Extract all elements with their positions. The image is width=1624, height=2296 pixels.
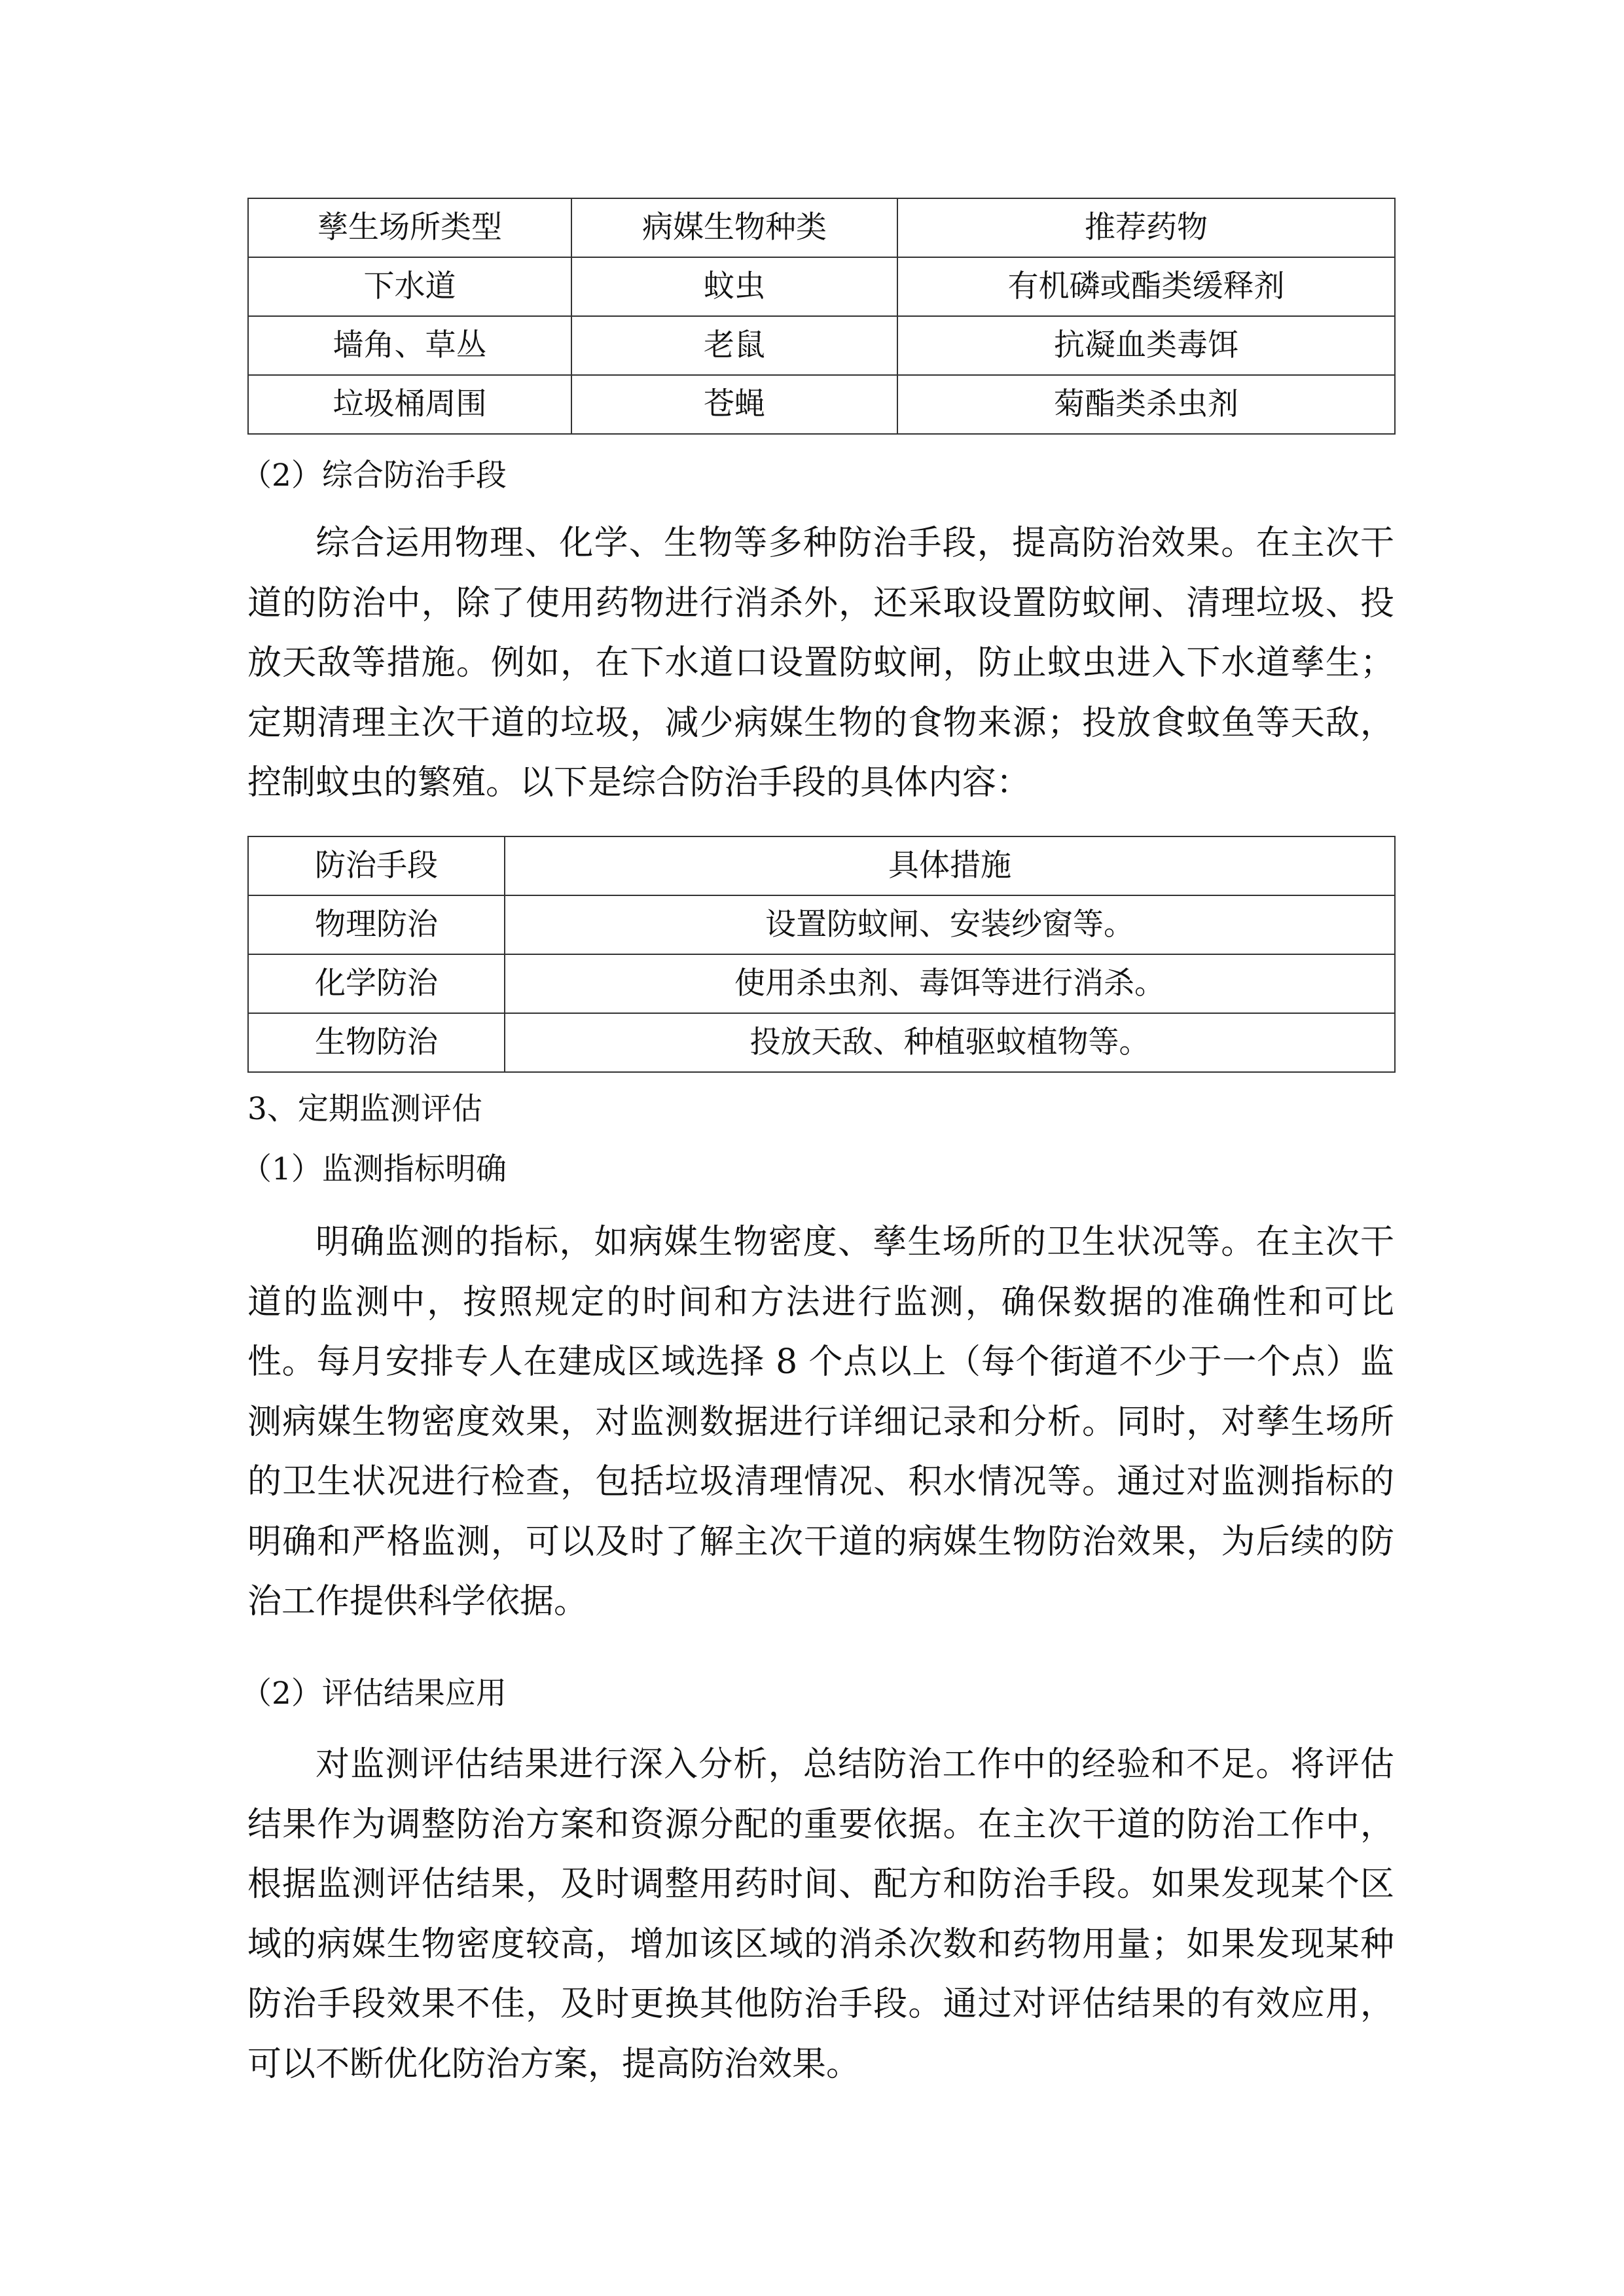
table-header-cell: 防治手段 bbox=[248, 836, 505, 895]
table-row bbox=[248, 316, 1395, 375]
table-cell: 苍蝇 bbox=[571, 375, 897, 434]
table-cell: 投放天敌、种植驱蚊植物等。 bbox=[505, 1013, 1395, 1072]
table-row bbox=[248, 895, 1395, 954]
body-paragraph: 对监测评估结果进行深入分析，总结防治工作中的经验和不足。将评估结果作为调整防治方案和资源分配的重要依据。在主次干道的防治工作中，根据监测评估结果，及时调整用药时间、配方和防治手段。如果发现某个区域的病媒生物密度较高，增加该区域的消杀次数和药物用量；如果发现某种防治手段效果不佳，及时更换其他防治手段。通过对评估结果的有效应用，可以不断优化防治方案，提高防治效果。 bbox=[247, 1745, 1394, 2084]
table-row bbox=[248, 375, 1395, 434]
table-row bbox=[248, 1013, 1395, 1072]
table-cell: 生物防治 bbox=[248, 1013, 505, 1072]
section-heading: （2）综合防治手段 bbox=[241, 457, 507, 493]
table-cell: 蚊虫 bbox=[571, 257, 897, 316]
table-row bbox=[248, 954, 1395, 1013]
table-row bbox=[248, 257, 1395, 316]
section-heading: 3、定期监测评估 bbox=[247, 1091, 482, 1127]
subsection-heading: （1）监测指标明确 bbox=[241, 1151, 507, 1187]
table-header-cell: 病媒生物种类 bbox=[571, 198, 897, 257]
table-cell: 老鼠 bbox=[571, 316, 897, 375]
subsection-heading: （2）评估结果应用 bbox=[241, 1676, 507, 1712]
body-paragraph: 综合运用物理、化学、生物等多种防治手段，提高防治效果。在主次干道的防治中，除了使用药物进行消杀外，还采取设置防蚊闸、清理垃圾、投放天敌等措施。例如，在下水道口设置防蚊闸，防止蚊虫进入下水道孳生；定期清理主次干道的垃圾，减少病媒生物的食物来源；投放食蚊鱼等天敌，控制蚊虫的繁殖。以下是综合防治手段的具体内容： bbox=[247, 524, 1394, 802]
table-cell: 墙角、草丛 bbox=[248, 316, 571, 375]
body-paragraph: 明确监测的指标，如病媒生物密度、孳生场所的卫生状况等。在主次干道的监测中，按照规定的时间和方法进行监测，确保数据的准确性和可比性。每月安排专人在建成区域选择 8 个点以上（每个街道不少于一个点）监测病媒生物密度效果，对监测数据进行详细记录和分析。同时，对孳生场所的卫生状况进行检查，包括垃圾清理情况、积水情况等。通过对监测指标的明确和严格监测，可以及时了解主次干道的病媒生物防治效果，为后续的防治工作提供科学依据。 bbox=[247, 1223, 1394, 1621]
table-cell: 有机磷或酯类缓释剂 bbox=[897, 257, 1395, 316]
table-cell: 物理防治 bbox=[248, 895, 505, 954]
table-cell: 抗凝血类毒饵 bbox=[897, 316, 1395, 375]
table-cell: 使用杀虫剂、毒饵等进行消杀。 bbox=[505, 954, 1395, 1013]
table-header-cell: 推荐药物 bbox=[897, 198, 1395, 257]
table-header-cell: 孳生场所类型 bbox=[248, 198, 571, 257]
table-cell: 下水道 bbox=[248, 257, 571, 316]
table-cell: 菊酯类杀虫剂 bbox=[897, 375, 1395, 434]
table-header-cell: 具体措施 bbox=[505, 836, 1395, 895]
table-header-row bbox=[248, 198, 1395, 257]
control-measures-table bbox=[247, 836, 1396, 1073]
table-cell: 化学防治 bbox=[248, 954, 505, 1013]
table-cell: 垃圾桶周围 bbox=[248, 375, 571, 434]
breeding-site-drug-table bbox=[247, 198, 1396, 435]
table-header-row bbox=[248, 836, 1395, 895]
table-cell: 设置防蚊闸、安装纱窗等。 bbox=[505, 895, 1395, 954]
